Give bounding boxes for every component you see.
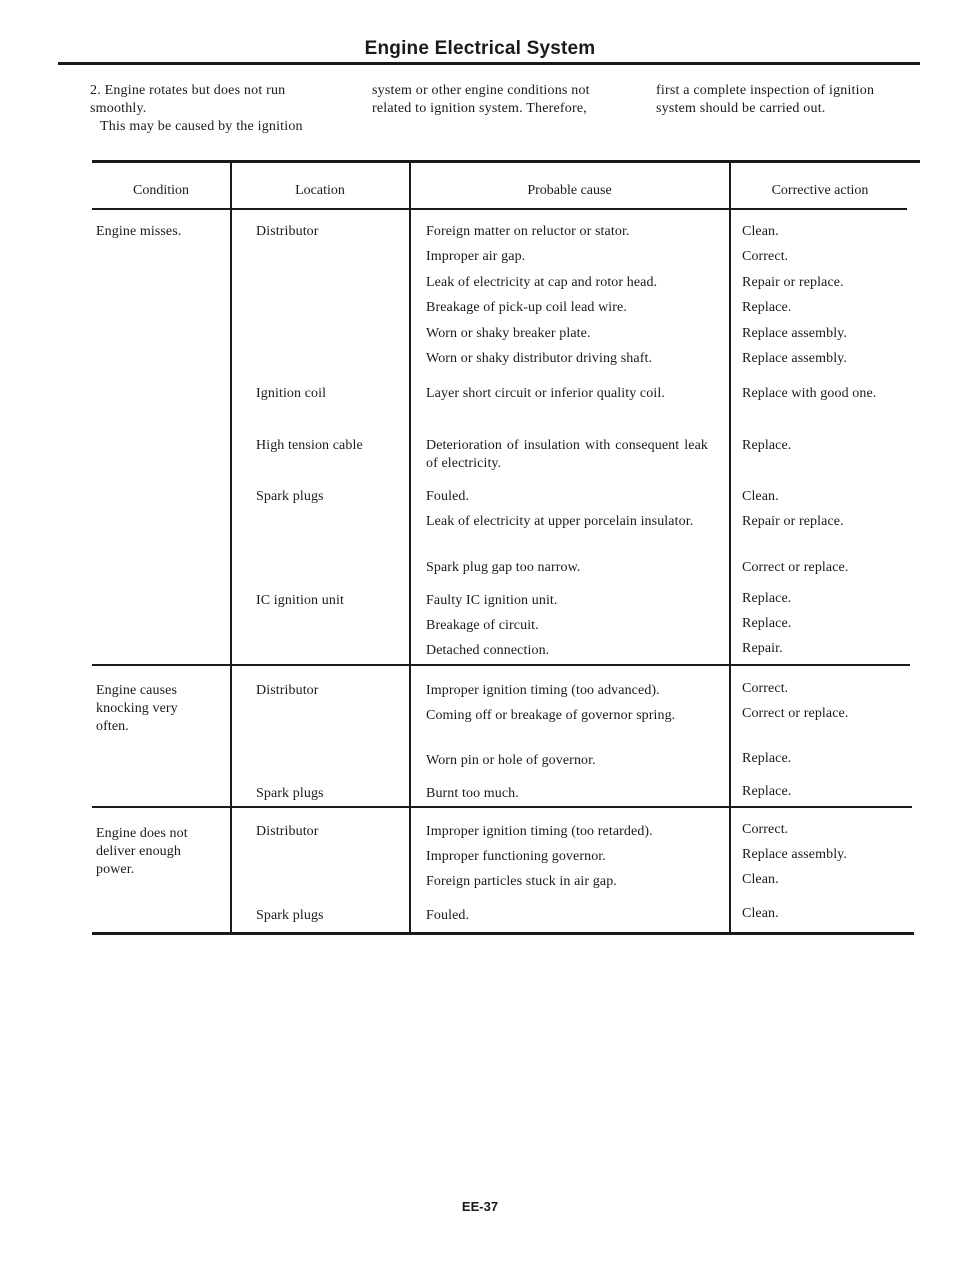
action-cell: Replace assembly. [742,847,847,862]
condition-cell: Engine does not deliver enough power. [96,826,188,877]
page-number: EE-37 [461,1199,499,1214]
location-cell: Distributor [256,224,319,239]
cause-cell: Leak of electricity at upper porcelain insulator. [426,514,694,529]
cause-cell: Layer short circuit or inferior quality coil. [426,386,665,401]
action-cell: Replace assembly. [742,351,847,366]
action-cell: Replace. [742,591,792,606]
action-cell: Replace. [742,300,792,315]
header-probable-cause: Probable cause [527,183,612,198]
column-divider [409,163,411,933]
location-cell: Distributor [256,824,319,839]
action-cell: Replace. [742,751,792,766]
action-cell: Correct. [742,822,789,837]
header-location: Location [295,183,345,198]
condition-cell: Engine causes knocking very often. [96,683,178,734]
condition-cell: Engine misses. [96,224,182,239]
action-cell: Replace with good one. [742,386,877,401]
cause-cell: Burnt too much. [426,786,519,801]
intro-text: first a complete inspection of ignition [656,83,875,98]
action-cell: Replace. [742,438,792,453]
cause-cell: Worn or shaky distributor driving shaft. [426,351,653,366]
location-cell: Spark plugs [256,908,324,923]
header-condition: Condition [132,183,189,198]
cause-cell: Fouled. [426,908,470,923]
cause-cell: Improper functioning governor. [426,849,606,864]
action-cell: Repair or replace. [742,514,844,529]
action-cell: Clean. [742,224,779,239]
group-divider [92,664,910,666]
header-rule [92,208,907,210]
intro-text: related to ignition system. Therefore, [372,101,587,116]
intro-text: 2. Engine rotates but does not run [90,83,286,98]
column-divider [230,163,232,933]
header-corrective-action: Corrective action [771,183,869,198]
intro-text: system or other engine conditions not [372,83,590,98]
cause-cell: Faulty IC ignition unit. [426,593,558,608]
action-cell: Repair. [742,641,783,656]
action-cell: Correct or replace. [742,560,849,575]
location-cell: High tension cable [256,438,363,453]
intro-text: system should be carried out. [656,101,826,116]
cause-cell: Worn pin or hole of governor. [426,753,596,768]
table-bottom-rule [92,932,914,935]
cause-cell: Breakage of circuit. [426,618,539,633]
cause-cell: Leak of electricity at cap and rotor head. [426,275,658,290]
cause-cell: Foreign particles stuck in air gap. [426,874,617,889]
cause-cell: Coming off or breakage of governor spring. [426,708,676,723]
cause-cell: Detached connection. [426,643,550,658]
action-cell: Correct. [742,249,789,264]
group-divider [92,806,912,808]
cause-cell: Spark plug gap too narrow. [426,560,581,575]
cause-cell: Improper air gap. [426,249,526,264]
action-cell: Replace. [742,784,792,799]
cause-cell: Deterioration of insulation with consequent leak of electricity. [426,438,708,471]
table-top-rule [92,160,920,163]
intro-column-1 [90,82,355,136]
action-cell: Clean. [742,906,779,921]
intro-text: This may be caused by the ignition [100,119,303,134]
cause-cell: Breakage of pick-up coil lead wire. [426,300,627,315]
location-cell: Distributor [256,683,319,698]
location-cell: Spark plugs [256,489,324,504]
intro-column-2 [372,82,642,118]
action-cell: Clean. [742,489,779,504]
intro-text: smoothly. [90,101,147,116]
location-cell: Spark plugs [256,786,324,801]
location-cell: IC ignition unit [256,593,344,608]
action-cell: Correct. [742,681,789,696]
cause-cell: Worn or shaky breaker plate. [426,326,591,341]
action-cell: Clean. [742,872,779,887]
action-cell: Replace. [742,616,792,631]
cause-cell: Improper ignition timing (too retarded). [426,824,653,839]
action-cell: Correct or replace. [742,706,849,721]
cause-cell: Foreign matter on reluctor or stator. [426,224,630,239]
action-cell: Repair or replace. [742,275,844,290]
column-divider [729,163,731,933]
cause-cell: Fouled. [426,489,470,504]
action-cell: Replace assembly. [742,326,847,341]
section-title: Engine Electrical System [364,38,596,59]
intro-column-3 [656,82,921,118]
location-cell: Ignition coil [256,386,327,401]
header-rule [58,62,920,65]
cause-cell: Improper ignition timing (too advanced). [426,683,660,698]
